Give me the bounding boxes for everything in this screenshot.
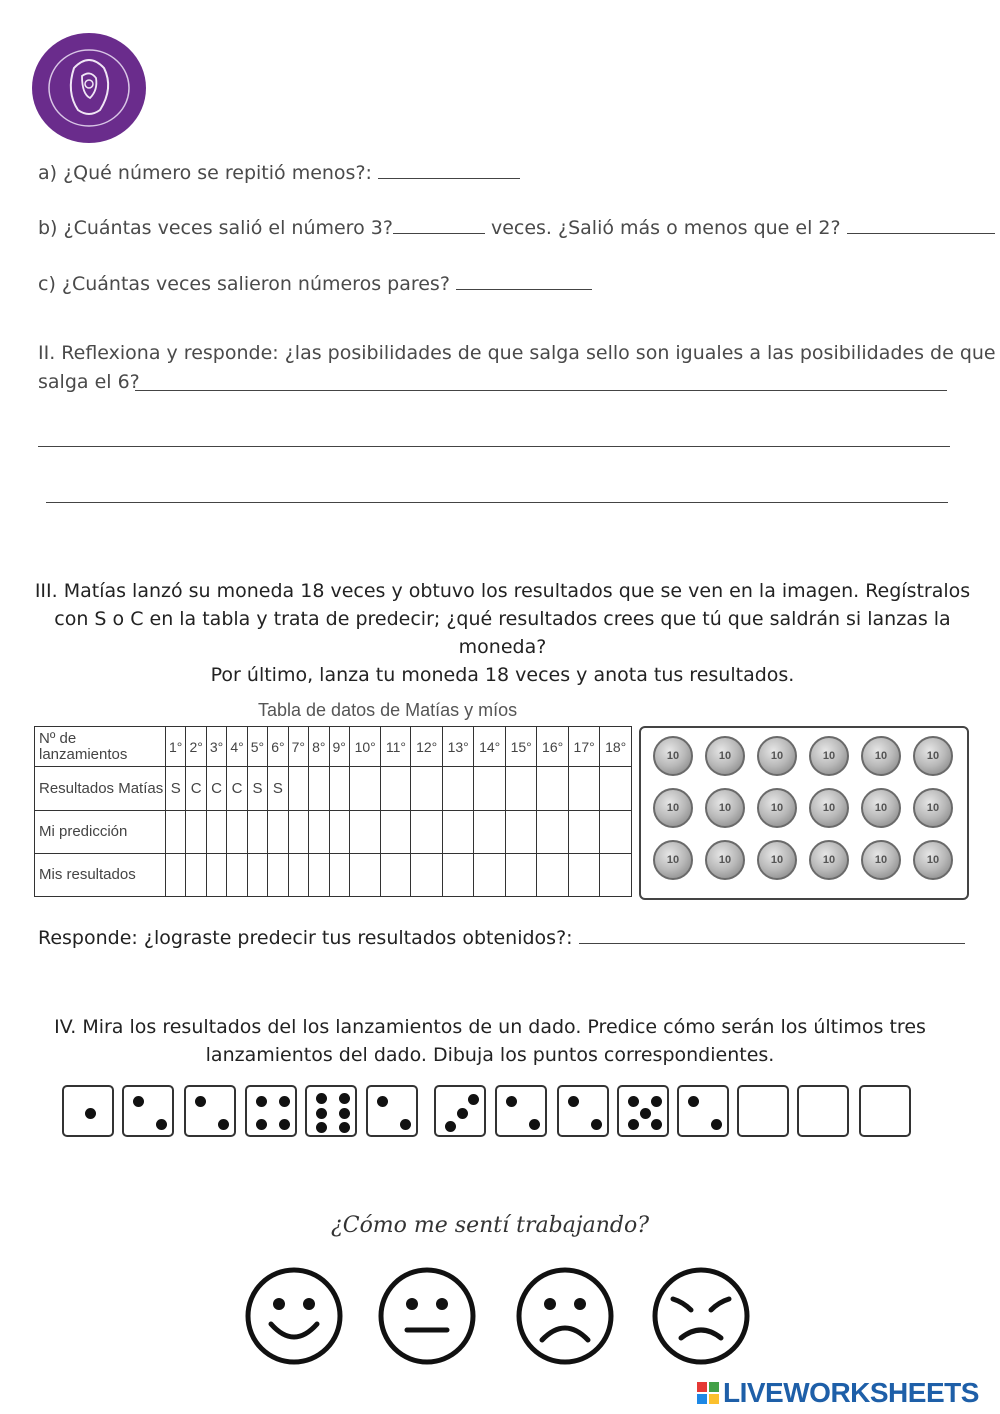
coin-icon: 10 xyxy=(809,736,849,776)
matias-result-cell[interactable]: C xyxy=(186,767,206,811)
coin-icon: 10 xyxy=(653,788,693,828)
coin-image-panel xyxy=(639,726,969,900)
coin-results-table xyxy=(34,726,632,897)
prediction-cell[interactable] xyxy=(505,811,536,854)
coin-icon: 10 xyxy=(705,736,745,776)
die-pip xyxy=(85,1108,96,1119)
matias-result-cell[interactable] xyxy=(474,767,505,811)
coin-icon: 10 xyxy=(809,788,849,828)
section2-line2-text: salga el 6? xyxy=(38,371,140,393)
column-header: 8° xyxy=(309,727,329,767)
matias-result-cell[interactable] xyxy=(505,767,536,811)
matias-result-cell[interactable]: S xyxy=(247,767,267,811)
die-pip xyxy=(339,1093,350,1104)
dice-row xyxy=(0,1085,1000,1141)
empty-die-prediction[interactable] xyxy=(737,1085,789,1137)
coin-icon: 10 xyxy=(861,788,901,828)
happy-face-icon[interactable] xyxy=(244,1266,344,1366)
respond-question xyxy=(38,925,965,949)
empty-die-prediction[interactable] xyxy=(859,1085,911,1137)
question-b xyxy=(38,215,995,239)
die-pip xyxy=(568,1096,579,1107)
column-header: 14° xyxy=(474,727,505,767)
die-face-5-icon xyxy=(617,1085,669,1137)
answer-blank-respond[interactable] xyxy=(579,925,965,944)
table-title: Tabla de datos de Matías y míos xyxy=(258,700,518,720)
column-header: 15° xyxy=(505,727,536,767)
die-face-2-icon xyxy=(677,1085,729,1137)
die-pip xyxy=(640,1108,651,1119)
question-b-text-2: veces. ¿Salió más o menos que el 2? xyxy=(490,217,841,239)
column-header: 16° xyxy=(537,727,568,767)
section3-instructions xyxy=(20,577,985,689)
die-pip xyxy=(468,1094,479,1105)
respond-text: Responde: ¿lograste predecir tus resultados obtenidos?: xyxy=(38,927,573,949)
die-pip xyxy=(279,1119,290,1130)
matias-result-cell[interactable] xyxy=(349,767,380,811)
coin-icon: 10 xyxy=(705,840,745,880)
my-result-cell[interactable] xyxy=(268,854,288,897)
die-pip xyxy=(651,1119,662,1130)
die-pip xyxy=(339,1122,350,1133)
matias-result-cell[interactable] xyxy=(309,767,329,811)
question-b-text-1: b) ¿Cuántas veces salió el número 3? xyxy=(38,217,393,239)
matias-result-cell[interactable] xyxy=(600,767,632,811)
column-header: 6° xyxy=(268,727,288,767)
matias-result-cell[interactable] xyxy=(329,767,349,811)
section3-line2: con S o C en la tabla y trata de predecir; ¿qué resultados crees que tú que saldrán si lanzas la xyxy=(54,608,951,630)
question-a-text: a) ¿Qué número se repitió menos?: xyxy=(38,162,372,184)
my-result-cell[interactable] xyxy=(186,854,206,897)
my-result-cell[interactable] xyxy=(537,854,568,897)
matias-result-cell[interactable]: C xyxy=(206,767,226,811)
feelings-title: ¿Cómo me sentí trabajando? xyxy=(330,1213,650,1238)
matias-result-cell[interactable] xyxy=(568,767,599,811)
coin-icon: 10 xyxy=(653,840,693,880)
die-pip xyxy=(339,1108,350,1119)
column-header: 4° xyxy=(227,727,247,767)
my-result-cell[interactable] xyxy=(288,854,308,897)
prediction-cell[interactable] xyxy=(381,811,411,854)
matias-result-cell[interactable]: C xyxy=(227,767,247,811)
column-header: 11° xyxy=(381,727,411,767)
my-result-cell[interactable] xyxy=(227,854,247,897)
prediction-cell[interactable] xyxy=(600,811,632,854)
prediction-cell[interactable] xyxy=(206,811,226,854)
column-header: 10° xyxy=(349,727,380,767)
section4-line1: IV. Mira los resultados del los lanzamientos de un dado. Predice cómo serán los últimos tres xyxy=(54,1016,926,1038)
die-face-2-icon xyxy=(495,1085,547,1137)
die-pip xyxy=(628,1096,639,1107)
coin-icon: 10 xyxy=(705,788,745,828)
answer-blank-b1[interactable] xyxy=(393,215,485,234)
answer-line-2[interactable] xyxy=(38,446,950,447)
watermark-text: LIVEWORKSHEETS xyxy=(723,1377,979,1408)
section3-line4: Por último, lanza tu moneda 18 veces y anota tus resultados. xyxy=(210,664,795,686)
die-pip xyxy=(400,1119,411,1130)
die-pip xyxy=(316,1108,327,1119)
prediction-cell[interactable] xyxy=(309,811,329,854)
my-result-cell[interactable] xyxy=(206,854,226,897)
liveworksheets-logo-icon xyxy=(697,1382,719,1404)
my-result-cell[interactable] xyxy=(329,854,349,897)
column-header: 12° xyxy=(411,727,442,767)
prediction-cell[interactable] xyxy=(227,811,247,854)
die-face-2-icon xyxy=(184,1085,236,1137)
coin-icon: 10 xyxy=(809,840,849,880)
prediction-cell[interactable] xyxy=(411,811,442,854)
die-pip xyxy=(316,1093,327,1104)
prediction-cell[interactable] xyxy=(349,811,380,854)
row-label-my-results: Mis resultados xyxy=(35,854,166,897)
column-header: 5° xyxy=(247,727,267,767)
column-header: 1° xyxy=(166,727,186,767)
die-face-2-icon xyxy=(557,1085,609,1137)
my-result-cell[interactable] xyxy=(474,854,505,897)
coin-icon: 10 xyxy=(913,840,953,880)
column-header: 2° xyxy=(186,727,206,767)
my-result-cell[interactable] xyxy=(442,854,473,897)
school-logo xyxy=(30,32,148,144)
liveworksheets-watermark xyxy=(697,1378,979,1408)
die-face-2-icon xyxy=(366,1085,418,1137)
coin-icon: 10 xyxy=(757,788,797,828)
die-face-2-icon xyxy=(122,1085,174,1137)
my-result-cell[interactable] xyxy=(411,854,442,897)
question-c xyxy=(38,271,592,295)
die-pip xyxy=(591,1119,602,1130)
answer-blank-b2[interactable] xyxy=(847,215,995,234)
prediction-cell[interactable] xyxy=(166,811,186,854)
coin-icon: 10 xyxy=(913,736,953,776)
my-result-cell[interactable] xyxy=(505,854,536,897)
section2-line2 xyxy=(38,371,140,393)
empty-die-prediction[interactable] xyxy=(797,1085,849,1137)
section4-instructions xyxy=(30,1013,950,1069)
die-pip xyxy=(651,1096,662,1107)
neutral-face-icon[interactable] xyxy=(377,1266,477,1366)
row-label-prediction: Mi predicción xyxy=(35,811,166,854)
matias-result-cell[interactable] xyxy=(381,767,411,811)
prediction-cell[interactable] xyxy=(537,811,568,854)
section4-line2: lanzamientos del dado. Dibuja los puntos correspondientes. xyxy=(205,1044,775,1066)
die-pip xyxy=(256,1096,267,1107)
section3-line3: moneda? xyxy=(458,636,547,658)
column-header: 17° xyxy=(568,727,599,767)
answer-line-3[interactable] xyxy=(46,502,948,503)
die-face-6-icon xyxy=(305,1085,357,1137)
coin-icon: 10 xyxy=(757,736,797,776)
my-result-cell[interactable] xyxy=(309,854,329,897)
my-result-cell[interactable] xyxy=(600,854,632,897)
die-pip xyxy=(506,1096,517,1107)
prediction-cell[interactable] xyxy=(186,811,206,854)
column-header: 13° xyxy=(442,727,473,767)
die-pip xyxy=(529,1119,540,1130)
my-result-cell[interactable] xyxy=(166,854,186,897)
die-pip xyxy=(156,1119,167,1130)
die-face-4-icon xyxy=(245,1085,297,1137)
my-result-cell[interactable] xyxy=(381,854,411,897)
coin-icon: 10 xyxy=(861,840,901,880)
die-pip xyxy=(256,1119,267,1130)
matias-result-cell[interactable] xyxy=(537,767,568,811)
die-pip xyxy=(377,1096,388,1107)
die-pip xyxy=(218,1119,229,1130)
die-pip xyxy=(445,1121,456,1132)
column-header: 7° xyxy=(288,727,308,767)
prediction-cell[interactable] xyxy=(329,811,349,854)
prediction-cell[interactable] xyxy=(268,811,288,854)
matias-result-cell[interactable] xyxy=(288,767,308,811)
column-header: 18° xyxy=(600,727,632,767)
coin-icon: 10 xyxy=(757,840,797,880)
die-pip xyxy=(711,1119,722,1130)
section2-line1: II. Reflexiona y responde: ¿las posibilidades de que salga sello son iguales a las posibilidades de que xyxy=(38,342,996,364)
die-pip xyxy=(457,1108,468,1119)
matias-result-cell[interactable] xyxy=(411,767,442,811)
prediction-cell[interactable] xyxy=(247,811,267,854)
answer-blank-c[interactable] xyxy=(456,271,592,290)
die-pip xyxy=(628,1119,639,1130)
angry-face-icon[interactable] xyxy=(651,1266,751,1366)
die-face-3-icon xyxy=(434,1085,486,1137)
prediction-cell[interactable] xyxy=(568,811,599,854)
row-label-matias: Resultados Matías xyxy=(35,767,166,811)
sad-face-icon[interactable] xyxy=(515,1266,615,1366)
answer-blank-a[interactable] xyxy=(378,160,520,179)
my-result-cell[interactable] xyxy=(349,854,380,897)
matias-result-cell[interactable]: S xyxy=(166,767,186,811)
die-pip xyxy=(195,1096,206,1107)
answer-line-1[interactable] xyxy=(135,390,947,391)
my-result-cell[interactable] xyxy=(247,854,267,897)
question-c-text: c) ¿Cuántas veces salieron números pares? xyxy=(38,273,450,295)
section3-line1: III. Matías lanzó su moneda 18 veces y obtuvo los resultados que se ven en la imagen. Regístralos xyxy=(34,580,971,602)
matias-result-cell[interactable] xyxy=(442,767,473,811)
prediction-cell[interactable] xyxy=(474,811,505,854)
die-face-1-icon xyxy=(62,1085,114,1137)
coin-icon: 10 xyxy=(653,736,693,776)
row-label-throws: Nº de lanzamientos xyxy=(35,727,166,767)
die-pip xyxy=(316,1122,327,1133)
die-pip xyxy=(133,1096,144,1107)
die-pip xyxy=(279,1096,290,1107)
die-pip xyxy=(688,1096,699,1107)
my-result-cell[interactable] xyxy=(568,854,599,897)
coin-icon: 10 xyxy=(861,736,901,776)
prediction-cell[interactable] xyxy=(442,811,473,854)
column-header: 9° xyxy=(329,727,349,767)
question-a xyxy=(38,160,520,184)
matias-result-cell[interactable]: S xyxy=(268,767,288,811)
prediction-cell[interactable] xyxy=(288,811,308,854)
coin-icon: 10 xyxy=(913,788,953,828)
column-header: 3° xyxy=(206,727,226,767)
